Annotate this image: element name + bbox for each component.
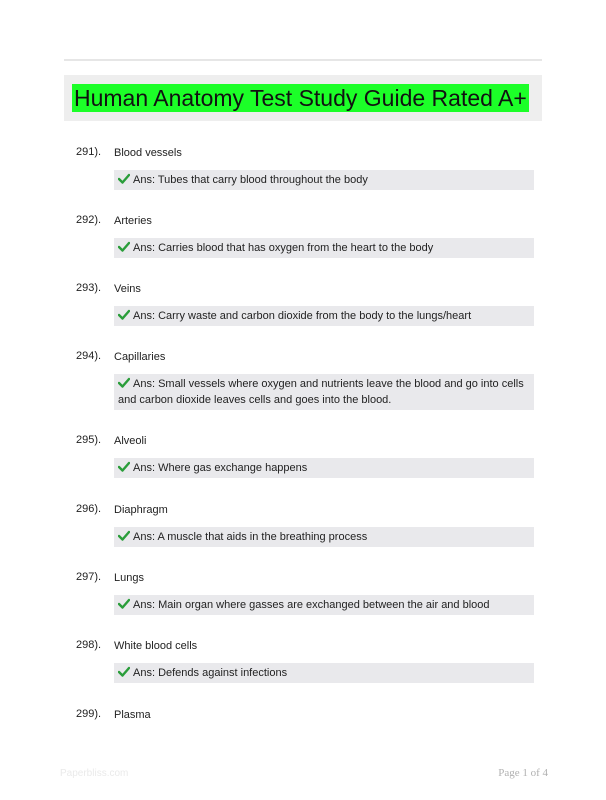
answer-box bbox=[114, 238, 534, 258]
question-text: Veins bbox=[114, 283, 141, 295]
question-number: 298). bbox=[76, 639, 102, 651]
answer-text: Ans: Main organ where gasses are exchanged between the air and blood bbox=[133, 599, 490, 611]
question-text: Blood vessels bbox=[114, 147, 182, 159]
answer-box bbox=[114, 170, 534, 190]
question-text: Alveoli bbox=[114, 435, 147, 447]
question-text: Lungs bbox=[114, 572, 144, 584]
question-number: 294). bbox=[76, 350, 102, 362]
question-text: White blood cells bbox=[114, 640, 198, 652]
answer-box bbox=[114, 663, 534, 683]
question-number: 291). bbox=[76, 146, 102, 158]
top-divider bbox=[64, 59, 542, 61]
check-icon bbox=[118, 666, 130, 677]
question-text: Plasma bbox=[114, 709, 151, 721]
answer-text: Ans: Tubes that carry blood throughout the body bbox=[133, 174, 368, 186]
answer-text: Ans: Defends against infections bbox=[133, 667, 288, 679]
answer-box bbox=[114, 458, 534, 478]
check-icon bbox=[118, 241, 130, 252]
question-number: 295). bbox=[76, 434, 102, 446]
question-number: 296). bbox=[76, 503, 102, 515]
answer-text: Ans: Where gas exchange happens bbox=[133, 462, 308, 474]
check-icon bbox=[118, 530, 130, 541]
answer-box bbox=[114, 374, 534, 410]
question-text: Capillaries bbox=[114, 351, 166, 363]
check-icon bbox=[118, 173, 130, 184]
answer-box bbox=[114, 306, 534, 326]
check-icon bbox=[118, 598, 130, 609]
title-banner bbox=[64, 75, 542, 121]
answer-box bbox=[114, 595, 534, 615]
question-number: 297). bbox=[76, 571, 102, 583]
answer-text: Ans: Carries blood that has oxygen from the heart to the body bbox=[133, 242, 434, 254]
answer-text: Ans: Small vessels where oxygen and nutrients leave the blood and go into cells and carbon dioxide leaves cells and goes into the blood. bbox=[118, 378, 524, 406]
answer-text: Ans: Carry waste and carbon dioxide from the body to the lungs/heart bbox=[133, 310, 472, 322]
check-icon bbox=[118, 377, 130, 388]
document-title: Human Anatomy Test Study Guide Rated A+ bbox=[74, 85, 527, 111]
question-number: 292). bbox=[76, 214, 102, 226]
question-number: 299). bbox=[76, 708, 102, 720]
answer-box bbox=[114, 527, 534, 547]
question-number: 293). bbox=[76, 282, 102, 294]
answer-text: Ans: A muscle that aids in the breathing process bbox=[133, 531, 368, 543]
watermark-text: Paperbliss.com bbox=[60, 768, 129, 779]
check-icon bbox=[118, 461, 130, 472]
question-text: Arteries bbox=[114, 215, 152, 227]
check-icon bbox=[118, 309, 130, 320]
page-number: Page 1 of 4 bbox=[498, 767, 548, 779]
question-text: Diaphragm bbox=[114, 504, 168, 516]
